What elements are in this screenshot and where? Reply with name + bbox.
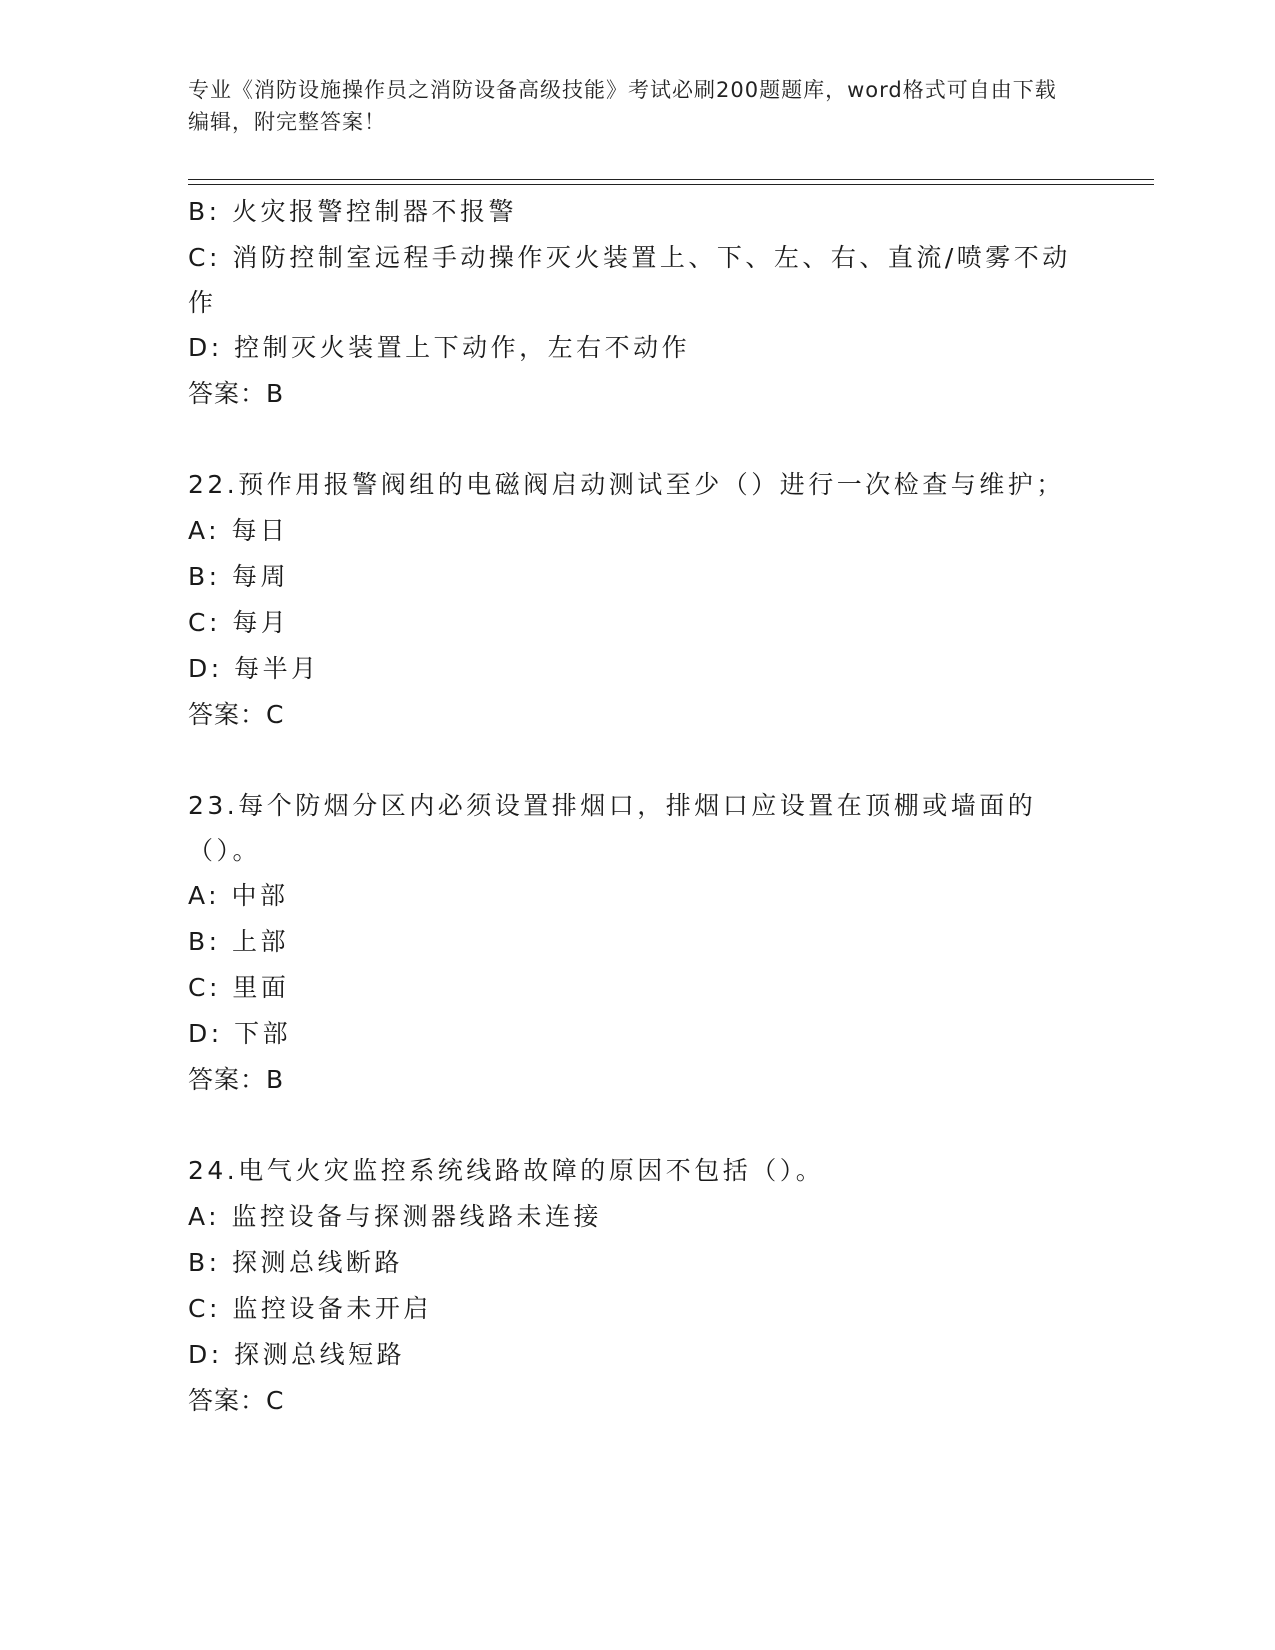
- header-text: 专业《消防设施操作员之消防设备高级技能》考试必刷200题题库，word格式可自由下载编辑，附完整答案！: [188, 78, 1057, 134]
- question-24: [188, 1148, 1078, 1424]
- option-a: A: 监控设备与探测器线路未连接: [188, 1202, 603, 1231]
- option-d: D: 下部: [188, 1019, 292, 1048]
- answer: 答案：C: [188, 1386, 285, 1415]
- question-stem: 24.电气火灾监控系统线路故障的原因不包括（）。: [188, 1156, 825, 1185]
- header-divider-bottom: [188, 184, 1154, 185]
- question-22: [188, 462, 1078, 738]
- option-d: D: 探测总线短路: [188, 1340, 406, 1369]
- option-a: A: 中部: [188, 881, 289, 910]
- header-divider-top: [188, 179, 1154, 180]
- document-header: [188, 74, 1068, 138]
- option-b: B: 火灾报警控制器不报警: [188, 197, 518, 226]
- option-a: A: 每日: [188, 516, 289, 545]
- option-d: D: 控制灭火装置上下动作，左右不动作: [188, 333, 691, 362]
- option-b: B: 每周: [188, 562, 290, 591]
- question-stem: 22.预作用报警阀组的电磁阀启动测试至少（）进行一次检查与维护；: [188, 470, 1065, 499]
- option-c: C: 监控设备未开启: [188, 1294, 432, 1323]
- question-stem: 23.每个防烟分区内必须设置排烟口，排烟口应设置在顶棚或墙面的（）。: [188, 791, 1037, 865]
- option-c: C: 里面: [188, 973, 290, 1002]
- option-d: D: 每半月: [188, 654, 320, 683]
- spacer: [188, 1103, 1078, 1148]
- question-list: [188, 189, 1078, 1424]
- option-c: C: 每月: [188, 608, 290, 637]
- continued-question-21: [188, 189, 1078, 417]
- question-23: [188, 783, 1078, 1103]
- spacer: [188, 417, 1078, 462]
- answer: 答案：B: [188, 379, 285, 408]
- spacer: [188, 738, 1078, 783]
- answer: 答案：C: [188, 700, 285, 729]
- option-c: C: 消防控制室远程手动操作灭火装置上、下、左、右、直流/喷雾不动作: [188, 243, 1071, 317]
- option-b: B: 探测总线断路: [188, 1248, 404, 1277]
- option-b: B: 上部: [188, 927, 290, 956]
- answer: 答案：B: [188, 1065, 285, 1094]
